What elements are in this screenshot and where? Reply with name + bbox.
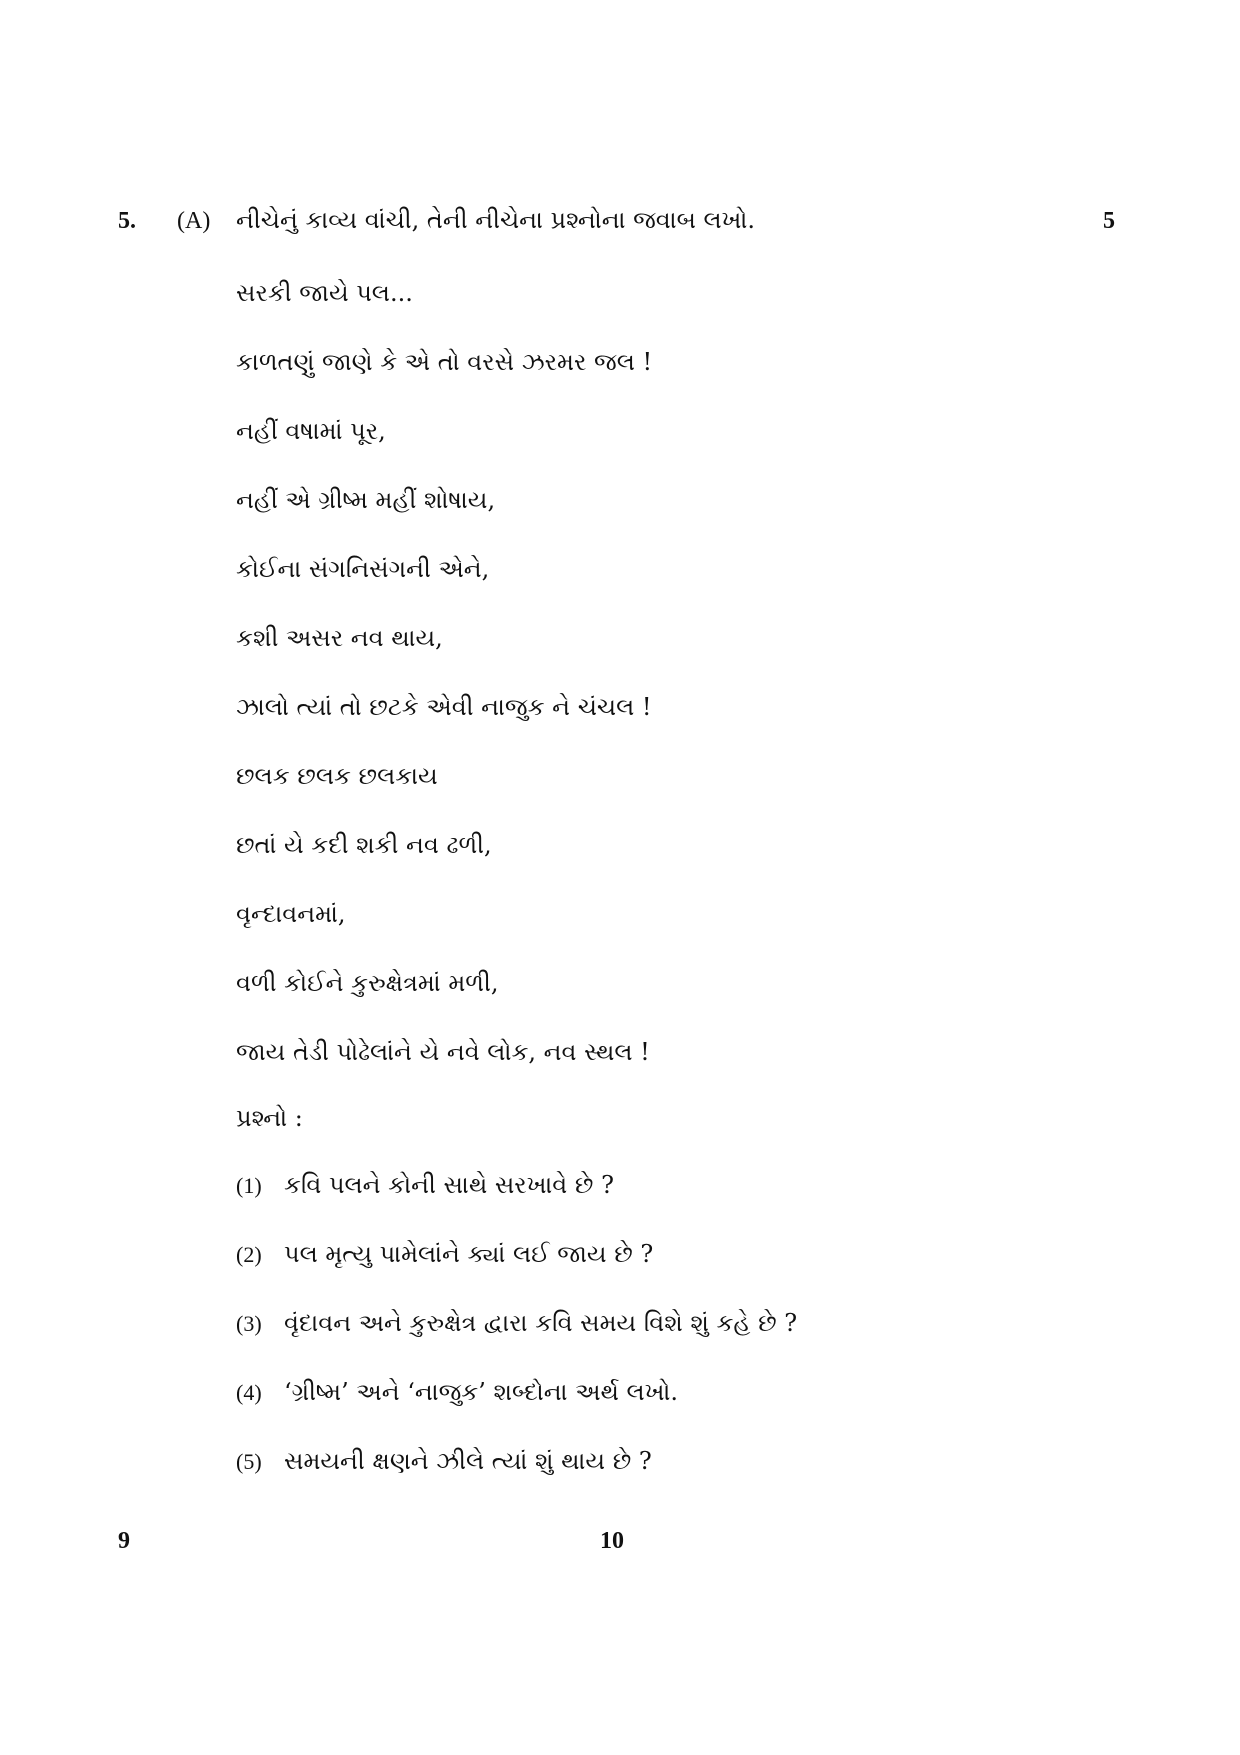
question-part-label: (A) xyxy=(177,208,211,234)
question-item-text: પલ મૃત્યુ પામેલાંને ક્યાં લઈ જાય છે ? xyxy=(284,1240,654,1268)
poem-line: વૃન્દાવનમાં, xyxy=(236,900,346,928)
question-item-text: કવિ પલને કોની સાથે સરખાવે છે ? xyxy=(284,1171,614,1199)
question-item-text: સમયની ક્ષણને ઝીલે ત્યાં શું થાય છે ? xyxy=(284,1447,652,1475)
question-item-text: ‘ગ્રીષ્મ’ અને ‘નાજુક’ શબ્દોના અર્થ લખો. xyxy=(284,1378,679,1406)
poem-line: વળી કોઈને કુરુક્ષેત્રમાં મળી, xyxy=(236,969,499,997)
poem-line: જાય તેડી પોઢેલાંને યે નવે લોક, નવ સ્થલ ! xyxy=(236,1038,650,1066)
question-item-number: (4) xyxy=(236,1380,262,1405)
poem-line: નહીં વષામાં પૂર, xyxy=(236,417,386,445)
poem-line: કોઈના સંગનિસંગની એને, xyxy=(236,555,490,583)
poem-line: ઝાલો ત્યાં તો છટકે એવી નાજુક ને ચંચલ ! xyxy=(236,693,652,721)
question-number: 5. xyxy=(118,208,136,234)
poem xyxy=(236,278,652,1106)
poem-line: છતાં યે કદી શકી નવ ઢળી, xyxy=(236,831,492,859)
page-number: 10 xyxy=(600,1528,624,1554)
poem-line: કશી અસર નવ થાય, xyxy=(236,624,443,652)
poem-line: સરકી જાયે પલ... xyxy=(236,279,413,307)
questions-heading: પ્રશ્નો : xyxy=(236,1104,303,1132)
question-instruction: નીચેનું કાવ્ય વાંચી, તેની નીચેના પ્રશ્નોના જવાબ લખો. xyxy=(236,206,756,234)
question-item-number: (5) xyxy=(236,1449,262,1474)
question-item xyxy=(236,1170,797,1239)
poem-line: છલક છલક છલકાય xyxy=(236,762,438,790)
questions-list xyxy=(236,1170,797,1515)
poem-line: નહીં એ ગ્રીષ્મ મહીં શોષાય, xyxy=(236,486,496,514)
question-item-text: વૃંદાવન અને કુરુક્ષેત્ર દ્વારા કવિ સમય વિશે શું કહે છે ? xyxy=(284,1309,798,1337)
question-item xyxy=(236,1239,797,1308)
footer-code: 9 xyxy=(118,1528,130,1554)
question-item-number: (2) xyxy=(236,1242,262,1267)
question-item-number: (3) xyxy=(236,1311,262,1336)
question-item-number: (1) xyxy=(236,1173,262,1198)
question-item xyxy=(236,1308,797,1377)
question-item xyxy=(236,1446,797,1515)
question-item xyxy=(236,1377,797,1446)
question-marks: 5 xyxy=(1103,208,1115,234)
poem-line: કાળતણું જાણે કે એ તો વરસે ઝરમર જલ ! xyxy=(236,348,653,376)
